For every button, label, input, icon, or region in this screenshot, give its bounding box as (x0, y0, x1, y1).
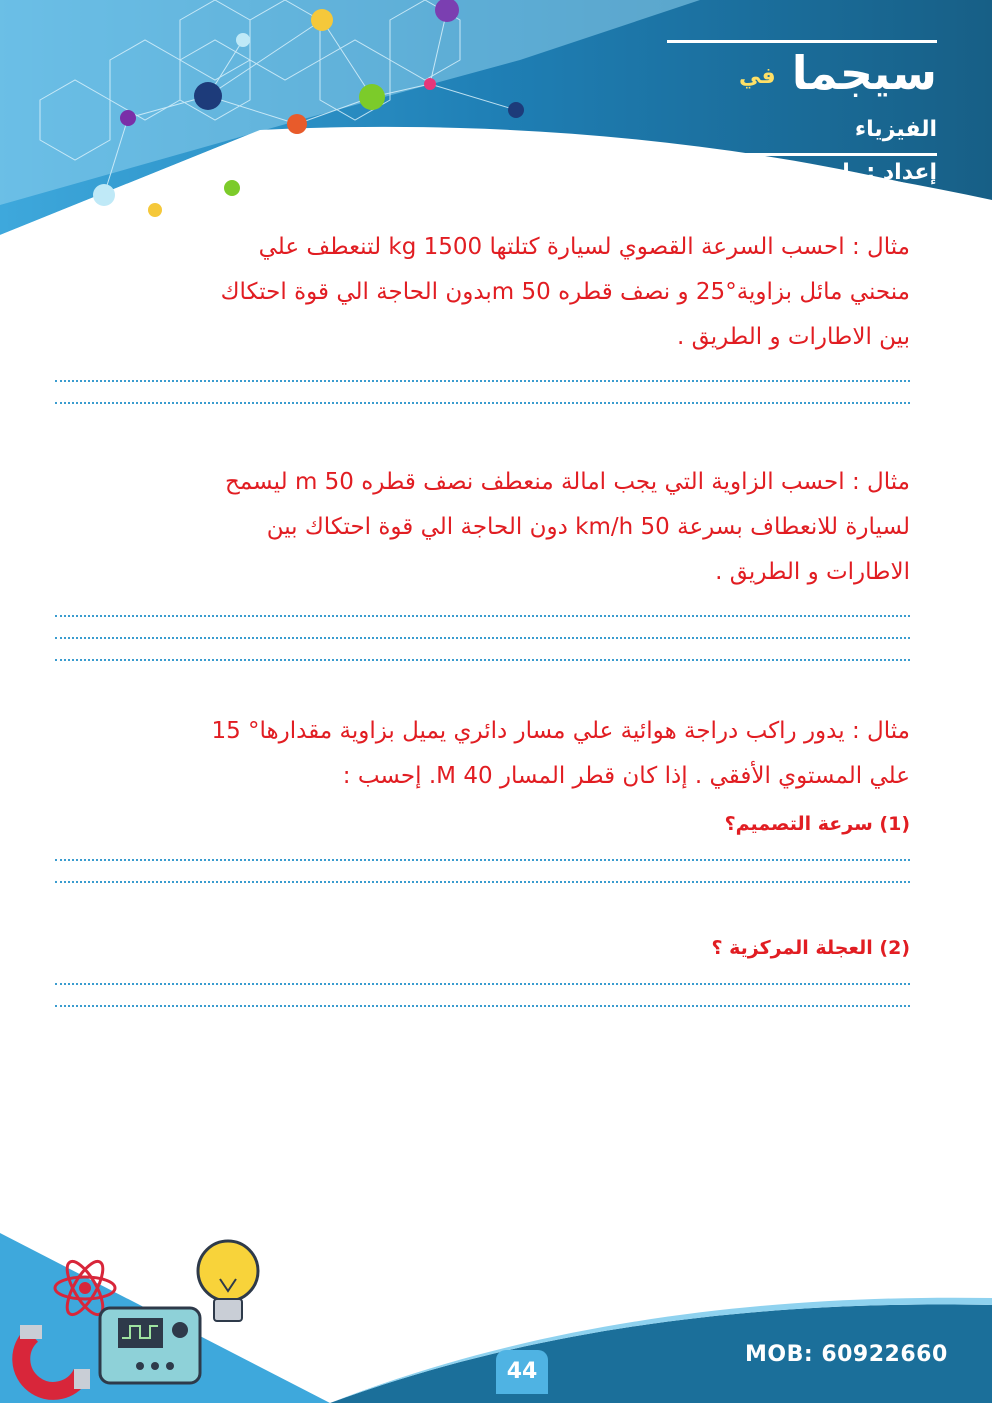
question-line: لسيارة للانعطاف بسرعة 50 km/h دون الحاجة الي قوة احتكاك بين (266, 514, 910, 540)
phone-number: MOB: 60922660 (745, 1342, 948, 1367)
brand-title (657, 47, 937, 153)
question-line: علي المستوي الأفقي . إذا كان قطر المسار M 40. إحسب : (342, 763, 910, 789)
brand-bottom-rule (667, 153, 937, 156)
answer-line[interactable] (55, 859, 910, 861)
answer-line[interactable] (55, 637, 910, 639)
question-line: الاطارات و الطريق . (715, 559, 910, 585)
question-line: مثال : احسب السرعة القصوي لسيارة كتلتها 1500 kg لتنعطف علي (258, 234, 910, 260)
sub-question-2: (2) العجلة المركزية ؟ (711, 937, 910, 959)
question-line: مثال : يدور راكب دراجة هوائية علي مسار دائري يميل بزاوية مقدارها° 15 (211, 718, 910, 744)
light-bulb-icon (198, 1241, 258, 1321)
page-number: 44 (496, 1350, 548, 1394)
worksheet-content (55, 225, 910, 1007)
example-question-2 (55, 460, 910, 595)
question-line: منحني مائل بزاوية°25 و نصف قطره 50 mبدون الحاجة الي قوة احتكاك (220, 279, 910, 305)
oscilloscope-icon (100, 1308, 200, 1383)
sub-question-1: (1) سرعة التصميم؟ (724, 813, 910, 835)
example-question-1 (55, 225, 910, 360)
brand-top-rule (667, 40, 937, 43)
answer-line[interactable] (55, 1005, 910, 1007)
brand-block (657, 40, 937, 185)
answer-line[interactable] (55, 615, 910, 617)
author-credit: إعداد : ياسر جاد (763, 159, 937, 185)
brand-title-small: في (739, 63, 776, 89)
answer-line[interactable] (55, 380, 910, 382)
brand-title-sub: الفيزياء (854, 116, 937, 142)
question-line: مثال : احسب الزاوية التي يجب امالة منعطف نصف قطره 50 m ليسمح (225, 469, 910, 495)
example-question-3 (55, 709, 910, 799)
brand-title-main: سيجما (791, 46, 937, 100)
answer-line[interactable] (55, 983, 910, 985)
question-line: بين الاطارات و الطريق . (676, 324, 910, 350)
